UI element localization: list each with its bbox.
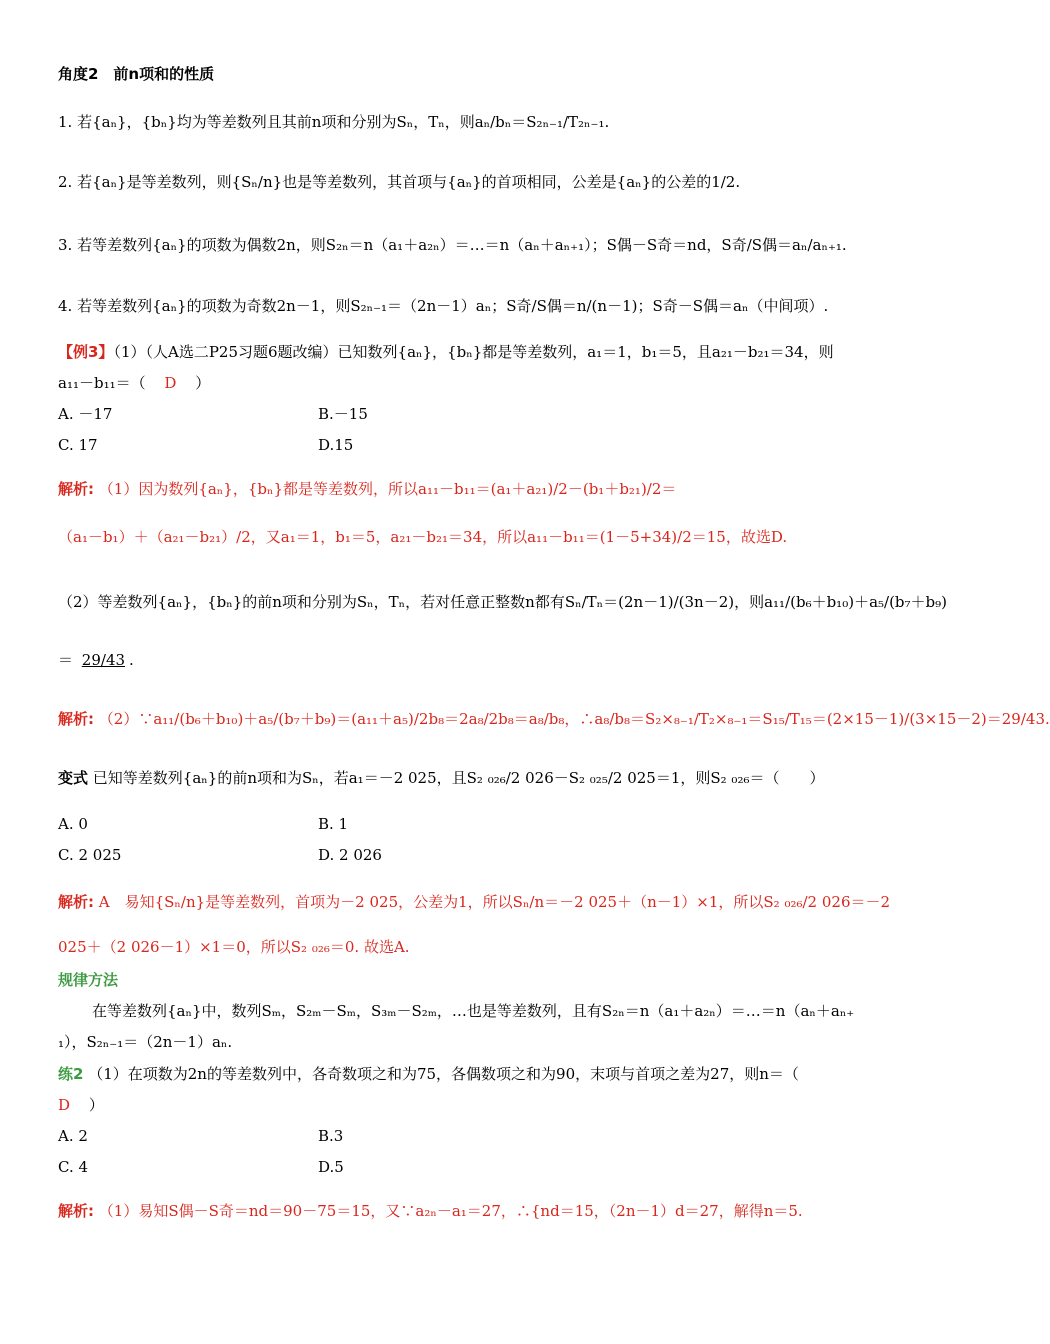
example3-q2-line2: ＝ 29/43 . (58, 651, 134, 669)
example3-q2-line1: （2）等差数列{aₙ}，{bₙ}的前n项和分别为Sₙ，Tₙ，若对任意正整数n都有Sₙ/Tₙ＝(2n－1)/(3n－2)，则a₁₁/(b₆＋b₁₀)＋a₅/(b₇＋b₉) (58, 593, 948, 611)
solution-1-text: （1）因为数列{aₙ}，{bₙ}都是等差数列，所以a₁₁－b₁₁＝(a₁＋a₂₁)/2－(b₁＋b₂₁)/2＝ (98, 480, 677, 498)
example3-q1-blank: a₁₁－b₁₁＝（ (58, 374, 146, 392)
example3-q2-answer: 29/43 (81, 651, 126, 669)
solution-label: 解析: (58, 710, 94, 728)
variant-option-d: D. 2 026 (318, 846, 382, 864)
variant-option-b: B. 1 (318, 815, 349, 833)
practice-option-d: D.5 (318, 1158, 344, 1176)
example3-q1-answer: D (164, 374, 177, 392)
practice-option-b: B.3 (318, 1127, 344, 1145)
solution-2 (58, 709, 1050, 729)
variant-solution-text: A 易知{Sₙ/n}是等差数列，首项为－2 025，公差为1，所以Sₙ/n＝－2 025＋（n－1）×1，所以S₂ ₀₂₆/2 026＝－2 (98, 893, 891, 911)
practice2-answer: D (58, 1096, 71, 1114)
section-heading: 角度2 前n项和的性质 (58, 65, 215, 83)
example3-q1-text: （1）（人A选二P25习题6题改编）已知数列{aₙ}，{bₙ}都是等差数列，a₁＝1，b₁＝5，且a₂₁－b₂₁＝34，则 (113, 343, 834, 361)
property-1: 1. 若{aₙ}，{bₙ}均为等差数列且其前n项和分别为Sₙ，Tₙ，则aₙ/bₙ＝S₂ₙ₋₁/T₂ₙ₋₁. (58, 113, 610, 131)
solution-label: 解析: (58, 1202, 94, 1220)
example3-q2-eq: ＝ (58, 651, 74, 669)
solution-label: 解析: (58, 480, 94, 498)
example3-question-line1 (58, 342, 834, 362)
solution-1-line1 (58, 479, 676, 499)
example3-q1-close: ） (195, 374, 211, 392)
option-c: C. 17 (58, 436, 98, 454)
method-line1: 在等差数列{aₙ}中，数列Sₘ，S₂ₘ－Sₘ，S₃ₘ－S₂ₘ，…也是等差数列，且有S₂ₙ＝n（a₁＋a₂ₙ）＝…＝n（aₙ＋aₙ₊ (92, 1002, 855, 1020)
practice2-close: ） (88, 1096, 104, 1114)
example3-question-line2 (58, 373, 210, 393)
variant-option-c: C. 2 025 (58, 846, 122, 864)
practice-solution (58, 1201, 803, 1221)
solution-label: 解析: (58, 893, 94, 911)
method-title: 规律方法 (58, 971, 119, 989)
practice2-line1 (58, 1064, 799, 1084)
property-2: 2. 若{aₙ}是等差数列，则{Sₙ/n}也是等差数列，其首项与{aₙ}的首项相同，公差是{aₙ}的公差的1/2. (58, 173, 741, 191)
variant-option-a: A. 0 (58, 815, 88, 833)
solution-1-line2: （a₁－b₁）＋（a₂₁－b₂₁）/2，又a₁＝1，b₁＝5，a₂₁－b₂₁＝34，所以a₁₁－b₁₁＝(1－5+34)/2＝15，故选D. (58, 528, 788, 546)
variant-question (58, 768, 824, 788)
practice-solution-text: （1）易知S偶－S奇＝nd＝90－75＝15，又∵a₂ₙ－a₁＝27，∴{nd＝15，（2n－1）d＝27，解得n＝5. (98, 1202, 803, 1220)
property-3: 3. 若等差数列{aₙ}的项数为偶数2n，则S₂ₙ＝n（a₁＋a₂ₙ）＝…＝n（aₙ＋aₙ₊₁）；S偶－S奇＝nd，S奇/S偶＝aₙ/aₙ₊₁. (58, 236, 847, 254)
property-4: 4. 若等差数列{aₙ}的项数为奇数2n－1，则S₂ₙ₋₁＝（2n－1）aₙ；S奇/S偶＝n/(n－1)；S奇－S偶＝aₙ（中间项）. (58, 297, 829, 315)
practice2-text: （1）在项数为2n的等差数列中，各奇数项之和为75，各偶数项之和为90，末项与首项之差为27，则n＝（ (88, 1065, 799, 1083)
variant-solution-line2: 025＋（2 026－1）×1＝0，所以S₂ ₀₂₆＝0. 故选A. (58, 938, 410, 956)
example-tag: 【例3】 (58, 343, 114, 361)
variant-solution-line1 (58, 892, 890, 912)
option-d: D.15 (318, 436, 354, 454)
solution-2-text: （2）∵a₁₁/(b₆＋b₁₀)＋a₅/(b₇＋b₉)＝(a₁₁＋a₅)/2b₈＝2a₈/2b₈＝a₈/b₈，∴a₈/b₈＝S₂×₈₋₁/T₂×₈₋₁＝S₁₅/T₁₅＝(2×15－1)/(3×15－2)＝29/43. (98, 710, 1050, 728)
option-b: B.－15 (318, 405, 368, 423)
practice-option-c: C. 4 (58, 1158, 89, 1176)
practice-tag: 练2 (58, 1065, 84, 1083)
practice-option-a: A. 2 (58, 1127, 88, 1145)
practice2-line2 (58, 1095, 104, 1115)
method-line2: ₁），S₂ₙ₋₁＝（2n－1）aₙ. (58, 1033, 233, 1051)
option-a: A. －17 (58, 405, 113, 423)
variant-tag: 变式 (58, 769, 89, 787)
variant-text: 已知等差数列{aₙ}的前n项和为Sₙ，若a₁＝－2 025，且S₂ ₀₂₆/2 026－S₂ ₀₂₅/2 025＝1，则S₂ ₀₂₆＝（ ） (92, 769, 825, 787)
